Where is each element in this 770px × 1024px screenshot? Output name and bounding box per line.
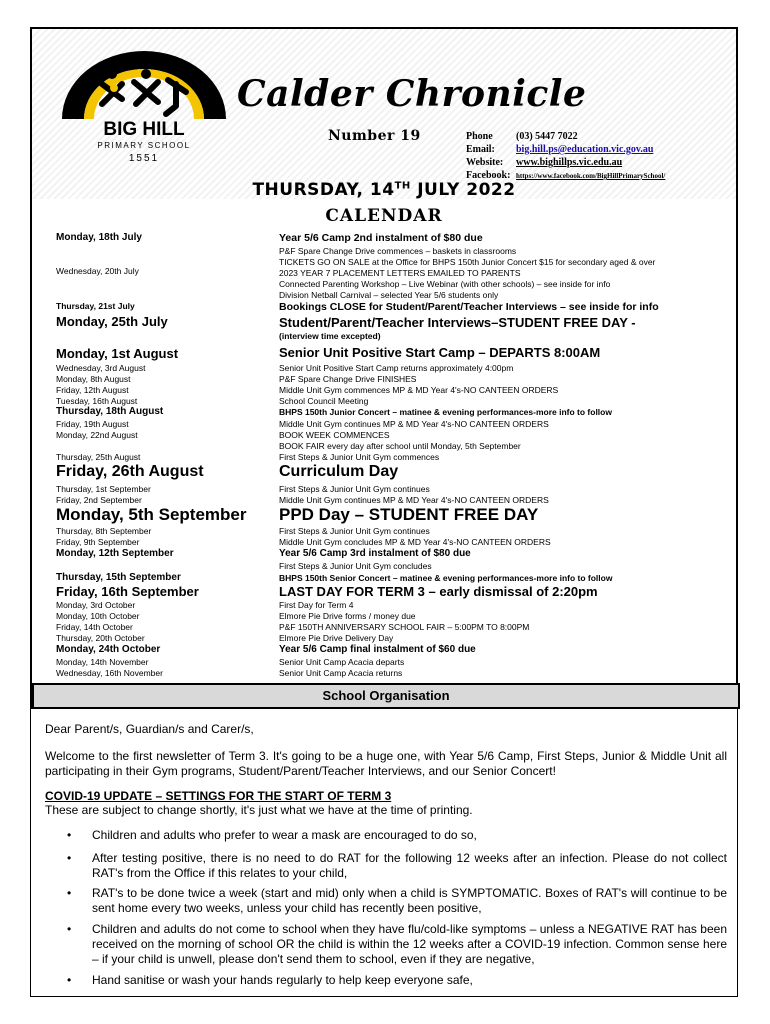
cal-event: First Day for Term 4 <box>279 600 354 610</box>
cal-date: Monday, 8th August <box>56 374 131 384</box>
cal-event: Curriculum Day <box>279 463 399 480</box>
cal-event: (interview time excepted) <box>279 331 381 341</box>
section-heading-school-organisation: School Organisation <box>32 683 740 709</box>
cal-event: LAST DAY FOR TERM 3 – early dismissal of 2:20pm <box>279 584 598 599</box>
cal-event: TICKETS GO ON SALE at the Office for BHPS 150th Junior Concert $15 for secondary aged & over <box>279 257 656 267</box>
cal-event: First Steps & Junior Unit Gym continues <box>279 526 430 536</box>
cal-event: Bookings CLOSE for Student/Parent/Teacher Interviews – see inside for info <box>279 301 659 313</box>
cal-event: Elmore Pie Drive forms / money due <box>279 611 416 621</box>
covid-bullet: RAT's to be done twice a week (start and mid) only when a child is SYMPTOMATIC. Boxes of RAT's will continue to be sent home every two weeks, unless your child has recently been positive, <box>92 886 727 915</box>
cal-date: Thursday, 15th September <box>56 572 181 583</box>
cal-event: Senior Unit Positive Start Camp – DEPARTS 8:00AM <box>279 345 601 360</box>
cal-event: Middle Unit Gym commences MP & MD Year 4's-NO CANTEEN ORDERS <box>279 385 559 395</box>
cal-date: Monday, 24th October <box>56 644 161 655</box>
date-month-year: JULY 2022 <box>410 180 516 200</box>
cal-event: School Council Meeting <box>279 396 369 406</box>
cal-date: Monday, 22nd August <box>56 430 138 440</box>
letter-greeting: Dear Parent/s, Guardian/s and Carer/s, <box>45 722 254 736</box>
cal-date: Thursday, 8th September <box>56 526 152 536</box>
cal-event: First Steps & Junior Unit Gym continues <box>279 484 430 494</box>
bullet-icon: • <box>67 922 72 936</box>
cal-event: Year 5/6 Camp 2nd instalment of $80 due <box>279 232 483 244</box>
logo-dot <box>110 84 118 92</box>
calendar-heading: CALENDAR <box>325 206 443 226</box>
cal-event: Middle Unit Gym continues MP & MD Year 4's-NO CANTEEN ORDERS <box>279 419 549 429</box>
website-label: Website: <box>466 157 504 168</box>
covid-bullet: After testing positive, there is no need to do RAT for the following 12 weeks after an infection. Please do not collect RAT's from the Office if this relates to your child, <box>92 851 727 880</box>
cal-event: 2023 YEAR 7 PLACEMENT LETTERS EMAILED TO PARENTS <box>279 268 521 278</box>
cal-event: Elmore Pie Drive Delivery Day <box>279 633 394 643</box>
cal-date: Thursday, 25th August <box>56 452 141 462</box>
cal-event: Student/Parent/Teacher Interviews–STUDENT FREE DAY - <box>279 315 636 330</box>
cal-date: Thursday, 1st September <box>56 484 151 494</box>
cal-date: Friday, 26th August <box>56 463 204 480</box>
covid-bullet: Hand sanitise or wash your hands regularly to help keep everyone safe, <box>92 973 473 987</box>
cal-date: Monday, 25th July <box>56 314 168 329</box>
cal-event: First Steps & Junior Unit Gym concludes <box>279 561 432 571</box>
cal-event: P&F Spare Change Drive FINISHES <box>279 374 417 384</box>
facebook-link[interactable]: https://www.facebook.com/BigHillPrimarySchool/ <box>516 172 666 180</box>
cal-event: Middle Unit Gym concludes MP & MD Year 4's-NO CANTEEN ORDERS <box>279 537 551 547</box>
cal-event: BHPS 150th Senior Concert – matinee & evening performances-more info to follow <box>279 573 613 583</box>
cal-date: Friday, 9th September <box>56 537 140 547</box>
cal-event: PPD Day – STUDENT FREE DAY <box>279 505 539 524</box>
cal-event: Connected Parenting Workshop – Live Webinar (with other schools) – see inside for info <box>279 279 611 289</box>
website-link[interactable]: www.bighillps.vic.edu.au <box>516 157 623 168</box>
cal-date: Thursday, 20th October <box>56 633 145 643</box>
cal-date: Thursday, 21st July <box>56 301 135 311</box>
cal-event: P&F 150TH ANNIVERSARY SCHOOL FAIR – 5:00PM TO 8:00PM <box>279 622 530 632</box>
cal-date: Wednesday, 3rd August <box>56 363 146 373</box>
covid-heading: COVID-19 UPDATE – SETTINGS FOR THE START OF TERM 3 <box>45 789 392 803</box>
cal-date: Monday, 14th November <box>56 657 149 667</box>
cal-event: Year 5/6 Camp final instalment of $60 due <box>279 644 476 655</box>
facebook-label: Facebook: <box>466 170 511 181</box>
date-main: THURSDAY, 14 <box>252 180 395 200</box>
cal-date: Tuesday, 16th August <box>56 396 138 406</box>
cal-date: Thursday, 18th August <box>56 406 164 417</box>
phone-value: (03) 5447 7022 <box>516 131 578 142</box>
bullet-icon: • <box>67 851 72 865</box>
cal-event: First Steps & Junior Unit Gym commences <box>279 452 440 462</box>
cal-date: Friday, 16th September <box>56 584 199 599</box>
cal-event: Senior Unit Positive Start Camp returns approximately 4:00pm <box>279 363 514 373</box>
issue-number: Number 19 <box>328 128 421 144</box>
phone-label: Phone <box>466 131 493 142</box>
covid-bullet: Children and adults who prefer to wear a mask are encouraged to do so, <box>92 828 477 842</box>
cal-date: Wednesday, 16th November <box>56 668 163 678</box>
cal-date: Monday, 5th September <box>56 505 247 524</box>
cal-date: Monday, 12th September <box>56 548 174 559</box>
cal-date: Monday, 10th October <box>56 611 140 621</box>
cal-date: Monday, 3rd October <box>56 600 136 610</box>
bullet-icon: • <box>67 886 72 900</box>
date-suffix: TH <box>394 180 411 192</box>
cal-event: Middle Unit Gym continues MP & MD Year 4's-NO CANTEEN ORDERS <box>279 495 549 505</box>
cal-event: BOOK FAIR every day after school until Monday, 5th September <box>279 441 521 451</box>
cal-date: Monday, 1st August <box>56 346 179 361</box>
bullet-icon: • <box>67 828 72 842</box>
cal-date: Wednesday, 20th July <box>56 266 139 276</box>
email-label: Email: <box>466 144 495 155</box>
newsletter-title: Calder Chronicle <box>237 73 587 115</box>
cal-date: Friday, 2nd September <box>56 495 142 505</box>
cal-date: Friday, 14th October <box>56 622 133 632</box>
logo-year: 1551 <box>128 153 160 164</box>
email-link[interactable]: big.hill.ps@education.vic.gov.au <box>516 144 654 155</box>
cal-date: Monday, 18th July <box>56 232 142 243</box>
cal-date: Friday, 19th August <box>56 419 129 429</box>
cal-event: BHPS 150th Junior Concert – matinee & evening performances-more info to follow <box>279 407 612 417</box>
cal-event: Division Netball Carnival – selected Year 5/6 students only <box>279 290 499 300</box>
cal-event: P&F Spare Change Drive commences – baskets in classrooms <box>279 246 517 256</box>
logo-school-sub: PRIMARY SCHOOL <box>97 141 191 150</box>
cal-event: Senior Unit Camp Acacia departs <box>279 657 405 667</box>
bullet-icon: • <box>67 973 72 987</box>
school-logo <box>54 44 234 164</box>
contact-block <box>466 130 665 183</box>
logo-school-name: BIG HILL <box>103 119 185 140</box>
covid-bullet: Children and adults do not come to school when they have flu/cold-like symptoms – unless a NEGATIVE RAT has been received on the morning of school OR the child is within the 12 weeks after a COVID-19 infection. Common sense here – if your child is unwell, please don't send them to school, even if they are negative, <box>92 922 727 966</box>
letter-intro: Welcome to the first newsletter of Term 3. It's going to be a huge one, with Year 5/6 Camp, First Steps, Junior & Middle Unit all participating in their Gym programs, Student/Parent/Teacher Interviews, and our Senior Concert! <box>45 749 727 778</box>
issue-date <box>32 180 736 200</box>
newsletter-header-frame <box>30 27 738 709</box>
cal-event: Senior Unit Camp Acacia returns <box>279 668 403 678</box>
cal-event: BOOK WEEK COMMENCES <box>279 430 390 440</box>
covid-subheading: These are subject to change shortly, it's just what we have at the time of printing. <box>45 803 473 817</box>
cal-date: Friday, 12th August <box>56 385 129 395</box>
cal-event: Year 5/6 Camp 3rd instalment of $80 due <box>279 548 471 559</box>
